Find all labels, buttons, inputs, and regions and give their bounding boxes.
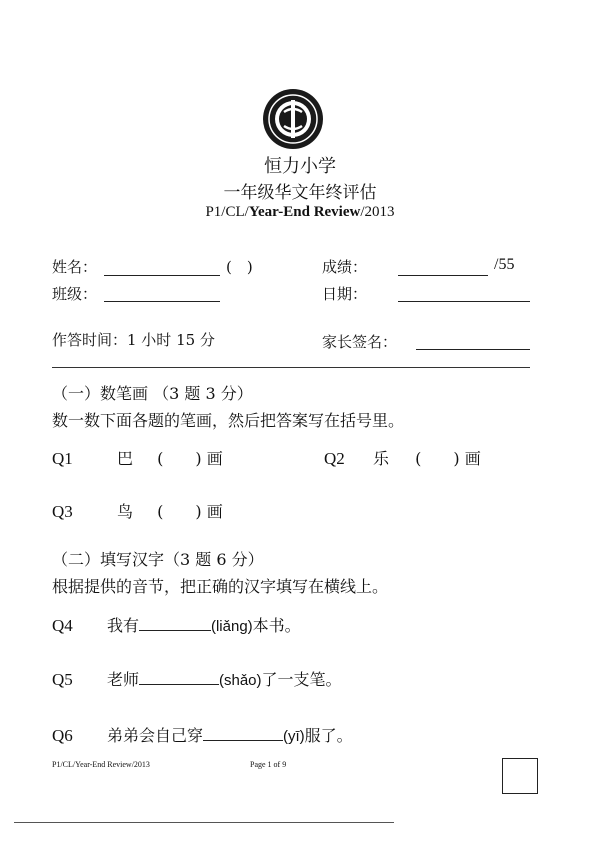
page-number: Page 1 of 9 bbox=[250, 760, 287, 769]
index-number-paren: ( ) bbox=[226, 258, 253, 276]
divider bbox=[52, 367, 530, 368]
q2-answer-blank[interactable]: ( ) bbox=[415, 449, 460, 468]
time-allowed: 作答时间：1 小时 15 分 bbox=[52, 331, 215, 349]
parent-signature-label: 家长签名： bbox=[322, 333, 398, 351]
question-q1: Q1 巴 ( ) 画 bbox=[52, 449, 223, 468]
section1-title: （一）数笔画 （3 题 3 分） bbox=[52, 384, 253, 403]
section2-instruction: 根据提供的音节，把正确的汉字填写在横线上。 bbox=[52, 577, 389, 596]
question-q3: Q3 鸟 ( ) 画 bbox=[52, 502, 223, 521]
class-label: 班级： bbox=[52, 285, 98, 303]
exam-code: P1/CL/Year-End Review/2013 bbox=[205, 204, 395, 220]
q4-answer-blank[interactable] bbox=[139, 616, 211, 631]
q1-answer-blank[interactable]: ( ) bbox=[157, 449, 202, 468]
score-label: 成绩： bbox=[322, 258, 368, 276]
q5-answer-blank[interactable] bbox=[139, 670, 219, 685]
parent-signature-field[interactable] bbox=[416, 349, 530, 350]
section2-title: （二）填写汉字（3 题 6 分） bbox=[52, 550, 264, 569]
question-q6: Q6 弟弟会自己穿 (yī)服了。 bbox=[52, 726, 353, 745]
q6-answer-blank[interactable] bbox=[203, 726, 283, 741]
question-q2: Q2 乐 ( ) 画 bbox=[324, 449, 481, 468]
class-field[interactable] bbox=[104, 301, 220, 302]
school-logo-icon bbox=[262, 88, 324, 150]
score-total: /55 bbox=[494, 256, 515, 273]
scan-edge-line bbox=[14, 822, 394, 823]
section1-instruction: 数一数下面各题的笔画，然后把答案写在括号里。 bbox=[52, 411, 405, 430]
date-field[interactable] bbox=[398, 301, 530, 302]
date-label: 日期： bbox=[322, 285, 368, 303]
question-q5: Q5 老师 (shǎo)了一支笔。 bbox=[52, 670, 342, 689]
score-box[interactable] bbox=[502, 758, 538, 794]
footer-code: P1/CL/Year-End Review/2013 bbox=[52, 760, 150, 769]
school-name: 恒力小学 bbox=[264, 156, 336, 177]
question-q4: Q4 我有 (liǎng)本书。 bbox=[52, 616, 301, 635]
score-field[interactable] bbox=[398, 275, 488, 276]
q3-answer-blank[interactable]: ( ) bbox=[157, 502, 202, 521]
name-label: 姓名： bbox=[52, 258, 98, 276]
exam-title: 一年级华文年终评估 bbox=[223, 183, 377, 203]
name-field[interactable] bbox=[104, 275, 220, 276]
